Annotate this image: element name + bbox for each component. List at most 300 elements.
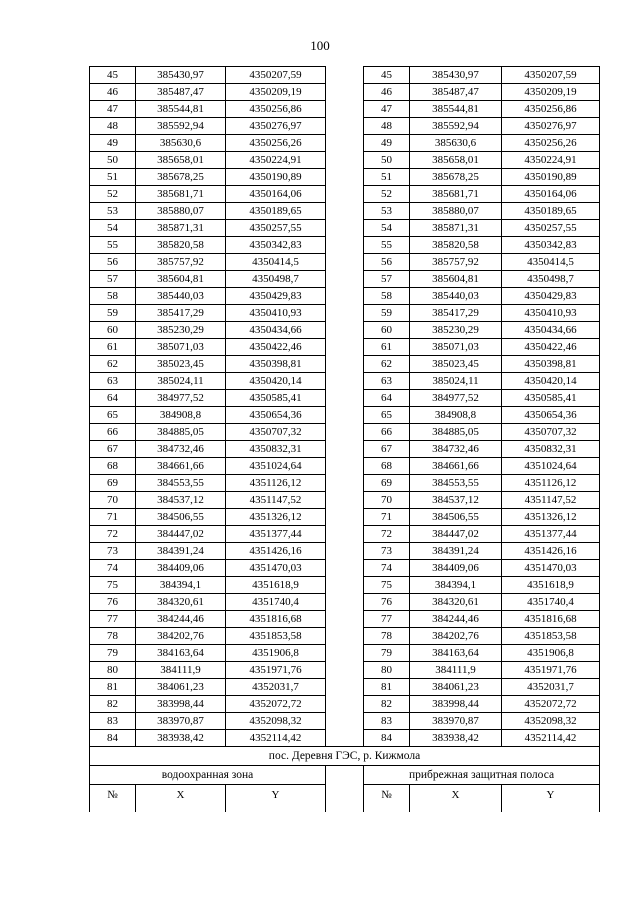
right-y-coordinate: 4350190,89 <box>502 169 600 186</box>
table-row <box>90 220 600 237</box>
right-point-number: 80 <box>364 662 410 679</box>
table-row <box>90 305 600 322</box>
right-x-coordinate: 385440,03 <box>410 288 502 305</box>
table-row <box>90 475 600 492</box>
column-header-row <box>90 785 600 813</box>
right-x-coordinate: 384244,46 <box>410 611 502 628</box>
left-x-coordinate: 384537,12 <box>136 492 226 509</box>
left-point-number: 70 <box>90 492 136 509</box>
table-row <box>90 186 600 203</box>
table-row <box>90 254 600 271</box>
left-point-number: 75 <box>90 577 136 594</box>
right-y-coordinate: 4351853,58 <box>502 628 600 645</box>
right-x-coordinate: 385880,07 <box>410 203 502 220</box>
zone-header-row <box>90 766 600 785</box>
left-point-number: 84 <box>90 730 136 747</box>
right-x-coordinate: 385071,03 <box>410 339 502 356</box>
left-point-number: 51 <box>90 169 136 186</box>
right-y-coordinate: 4351618,9 <box>502 577 600 594</box>
column-gap <box>326 543 364 560</box>
right-point-number: 49 <box>364 135 410 152</box>
right-y-coordinate: 4350207,59 <box>502 67 600 84</box>
left-y-coordinate: 4351326,12 <box>226 509 326 526</box>
left-y-coordinate: 4350654,36 <box>226 407 326 424</box>
right-point-number: 76 <box>364 594 410 611</box>
left-point-number: 74 <box>90 560 136 577</box>
left-y-coordinate: 4350434,66 <box>226 322 326 339</box>
left-x-coordinate: 385678,25 <box>136 169 226 186</box>
left-y-header: Y <box>226 785 326 813</box>
table-row <box>90 713 600 730</box>
right-y-coordinate: 4351426,16 <box>502 543 600 560</box>
table-row <box>90 356 600 373</box>
right-point-number: 56 <box>364 254 410 271</box>
right-point-number: 52 <box>364 186 410 203</box>
left-y-coordinate: 4350276,97 <box>226 118 326 135</box>
right-point-number: 67 <box>364 441 410 458</box>
right-y-coordinate: 4351971,76 <box>502 662 600 679</box>
column-gap <box>326 220 364 237</box>
left-y-coordinate: 4350429,83 <box>226 288 326 305</box>
table-row <box>90 67 600 84</box>
table-row <box>90 237 600 254</box>
table-row <box>90 271 600 288</box>
left-y-coordinate: 4351618,9 <box>226 577 326 594</box>
right-x-coordinate: 385487,47 <box>410 84 502 101</box>
right-y-coordinate: 4350398,81 <box>502 356 600 373</box>
column-gap <box>326 305 364 322</box>
right-y-coordinate: 4351024,64 <box>502 458 600 475</box>
column-gap <box>326 679 364 696</box>
right-x-coordinate: 384537,12 <box>410 492 502 509</box>
right-y-coordinate: 4350585,41 <box>502 390 600 407</box>
right-y-coordinate: 4350429,83 <box>502 288 600 305</box>
left-point-number: 78 <box>90 628 136 645</box>
left-point-number: 48 <box>90 118 136 135</box>
column-gap <box>326 356 364 373</box>
right-x-coordinate: 384553,55 <box>410 475 502 492</box>
left-x-coordinate: 384732,46 <box>136 441 226 458</box>
column-gap <box>326 526 364 543</box>
left-x-coordinate: 385023,45 <box>136 356 226 373</box>
table-row <box>90 135 600 152</box>
right-y-coordinate: 4350410,93 <box>502 305 600 322</box>
left-x-coordinate: 385820,58 <box>136 237 226 254</box>
column-gap <box>326 339 364 356</box>
right-point-number: 70 <box>364 492 410 509</box>
left-x-coordinate: 385487,47 <box>136 84 226 101</box>
left-y-coordinate: 4351740,4 <box>226 594 326 611</box>
left-x-coordinate: 385024,11 <box>136 373 226 390</box>
right-point-number: 59 <box>364 305 410 322</box>
right-x-coordinate: 384409,06 <box>410 560 502 577</box>
right-point-number: 46 <box>364 84 410 101</box>
right-x-coordinate: 384111,9 <box>410 662 502 679</box>
left-point-number: 71 <box>90 509 136 526</box>
right-y-coordinate: 4350707,32 <box>502 424 600 441</box>
right-x-coordinate: 383998,44 <box>410 696 502 713</box>
right-x-coordinate: 384061,23 <box>410 679 502 696</box>
table-row <box>90 662 600 679</box>
right-point-number: 75 <box>364 577 410 594</box>
column-gap <box>326 594 364 611</box>
right-point-number: 84 <box>364 730 410 747</box>
right-y-coordinate: 4352031,7 <box>502 679 600 696</box>
right-x-coordinate: 385023,45 <box>410 356 502 373</box>
right-x-coordinate: 384977,52 <box>410 390 502 407</box>
page-number: 100 <box>310 38 330 53</box>
right-x-coordinate: 385592,94 <box>410 118 502 135</box>
left-point-number: 59 <box>90 305 136 322</box>
right-y-coordinate: 4350209,19 <box>502 84 600 101</box>
table-row <box>90 509 600 526</box>
right-y-coordinate: 4350276,97 <box>502 118 600 135</box>
column-gap <box>326 509 364 526</box>
table-row <box>90 118 600 135</box>
coordinates-rows <box>90 67 600 747</box>
right-y-coordinate: 4350257,55 <box>502 220 600 237</box>
table-row <box>90 696 600 713</box>
water-protection-zone-label: водоохранная зона <box>90 766 326 785</box>
table-row <box>90 730 600 747</box>
left-x-coordinate: 383970,87 <box>136 713 226 730</box>
left-point-number: 55 <box>90 237 136 254</box>
column-gap <box>326 373 364 390</box>
left-y-coordinate: 4351126,12 <box>226 475 326 492</box>
right-y-coordinate: 4352114,42 <box>502 730 600 747</box>
right-y-coordinate: 4351906,8 <box>502 645 600 662</box>
left-y-coordinate: 4350585,41 <box>226 390 326 407</box>
left-y-coordinate: 4350410,93 <box>226 305 326 322</box>
column-gap <box>326 492 364 509</box>
section-caption-row <box>90 747 600 766</box>
left-y-coordinate: 4350209,19 <box>226 84 326 101</box>
left-x-coordinate: 383938,42 <box>136 730 226 747</box>
right-y-coordinate: 4351740,4 <box>502 594 600 611</box>
right-y-coordinate: 4350256,86 <box>502 101 600 118</box>
right-x-coordinate: 384661,66 <box>410 458 502 475</box>
left-y-coordinate: 4350498,7 <box>226 271 326 288</box>
coordinates-table <box>89 66 600 812</box>
table-row <box>90 424 600 441</box>
left-x-coordinate: 385658,01 <box>136 152 226 169</box>
table-row <box>90 645 600 662</box>
left-point-number: 56 <box>90 254 136 271</box>
right-num-header: № <box>364 785 410 813</box>
right-x-coordinate: 383970,87 <box>410 713 502 730</box>
right-point-number: 74 <box>364 560 410 577</box>
right-x-coordinate: 385630,6 <box>410 135 502 152</box>
column-gap <box>326 203 364 220</box>
left-x-coordinate: 384163,64 <box>136 645 226 662</box>
right-point-number: 58 <box>364 288 410 305</box>
table-row <box>90 322 600 339</box>
right-point-number: 47 <box>364 101 410 118</box>
column-gap <box>326 152 364 169</box>
right-point-number: 83 <box>364 713 410 730</box>
left-y-coordinate: 4351971,76 <box>226 662 326 679</box>
left-point-number: 81 <box>90 679 136 696</box>
left-y-coordinate: 4350256,26 <box>226 135 326 152</box>
right-y-coordinate: 4350164,06 <box>502 186 600 203</box>
right-x-coordinate: 385871,31 <box>410 220 502 237</box>
column-gap <box>326 169 364 186</box>
right-point-number: 45 <box>364 67 410 84</box>
left-y-coordinate: 4351853,58 <box>226 628 326 645</box>
table-row <box>90 458 600 475</box>
right-x-coordinate: 385230,29 <box>410 322 502 339</box>
column-gap <box>326 101 364 118</box>
left-x-coordinate: 385071,03 <box>136 339 226 356</box>
table-row <box>90 407 600 424</box>
left-x-coordinate: 384202,76 <box>136 628 226 645</box>
left-x-coordinate: 385417,29 <box>136 305 226 322</box>
right-point-number: 64 <box>364 390 410 407</box>
table-row <box>90 169 600 186</box>
right-y-coordinate: 4350654,36 <box>502 407 600 424</box>
left-point-number: 69 <box>90 475 136 492</box>
right-point-number: 82 <box>364 696 410 713</box>
table-row <box>90 577 600 594</box>
column-gap <box>326 611 364 628</box>
table-row <box>90 152 600 169</box>
right-point-number: 51 <box>364 169 410 186</box>
right-y-header: Y <box>502 785 600 813</box>
left-point-number: 77 <box>90 611 136 628</box>
right-x-coordinate: 384394,1 <box>410 577 502 594</box>
right-y-coordinate: 4350434,66 <box>502 322 600 339</box>
right-x-coordinate: 385678,25 <box>410 169 502 186</box>
section-title: пос. Деревня ГЭС, р. Кижмола <box>90 747 600 766</box>
left-point-number: 60 <box>90 322 136 339</box>
column-gap <box>326 560 364 577</box>
right-point-number: 66 <box>364 424 410 441</box>
left-x-coordinate: 383998,44 <box>136 696 226 713</box>
right-point-number: 68 <box>364 458 410 475</box>
right-x-coordinate: 384391,24 <box>410 543 502 560</box>
left-x-coordinate: 385592,94 <box>136 118 226 135</box>
right-point-number: 54 <box>364 220 410 237</box>
right-y-coordinate: 4350414,5 <box>502 254 600 271</box>
right-y-coordinate: 4351816,68 <box>502 611 600 628</box>
right-y-coordinate: 4351470,03 <box>502 560 600 577</box>
right-x-coordinate: 384908,8 <box>410 407 502 424</box>
left-x-coordinate: 384394,1 <box>136 577 226 594</box>
right-point-number: 53 <box>364 203 410 220</box>
table-row <box>90 679 600 696</box>
column-gap <box>326 237 364 254</box>
right-point-number: 71 <box>364 509 410 526</box>
right-y-coordinate: 4350422,46 <box>502 339 600 356</box>
left-y-coordinate: 4350256,86 <box>226 101 326 118</box>
left-point-number: 46 <box>90 84 136 101</box>
left-y-coordinate: 4351024,64 <box>226 458 326 475</box>
column-gap <box>326 577 364 594</box>
right-point-number: 60 <box>364 322 410 339</box>
right-y-coordinate: 4350224,91 <box>502 152 600 169</box>
table-row <box>90 611 600 628</box>
right-x-coordinate: 385417,29 <box>410 305 502 322</box>
table-row <box>90 373 600 390</box>
column-gap <box>326 662 364 679</box>
right-y-coordinate: 4350498,7 <box>502 271 600 288</box>
left-y-coordinate: 4350190,89 <box>226 169 326 186</box>
right-y-coordinate: 4351147,52 <box>502 492 600 509</box>
left-point-number: 63 <box>90 373 136 390</box>
left-point-number: 45 <box>90 67 136 84</box>
right-point-number: 69 <box>364 475 410 492</box>
left-point-number: 47 <box>90 101 136 118</box>
table-row <box>90 339 600 356</box>
left-x-coordinate: 384506,55 <box>136 509 226 526</box>
right-y-coordinate: 4350189,65 <box>502 203 600 220</box>
right-point-number: 79 <box>364 645 410 662</box>
left-x-coordinate: 384111,9 <box>136 662 226 679</box>
right-point-number: 65 <box>364 407 410 424</box>
left-y-coordinate: 4352072,72 <box>226 696 326 713</box>
left-x-coordinate: 384409,06 <box>136 560 226 577</box>
column-gap <box>326 628 364 645</box>
table-row <box>90 101 600 118</box>
left-point-number: 76 <box>90 594 136 611</box>
right-point-number: 77 <box>364 611 410 628</box>
left-x-coordinate: 384391,24 <box>136 543 226 560</box>
right-y-coordinate: 4350256,26 <box>502 135 600 152</box>
table-row <box>90 390 600 407</box>
column-gap <box>326 186 364 203</box>
left-point-number: 49 <box>90 135 136 152</box>
left-y-coordinate: 4350414,5 <box>226 254 326 271</box>
right-x-coordinate: 384506,55 <box>410 509 502 526</box>
right-point-number: 73 <box>364 543 410 560</box>
column-gap <box>326 390 364 407</box>
right-point-number: 78 <box>364 628 410 645</box>
left-x-coordinate: 385681,71 <box>136 186 226 203</box>
left-x-coordinate: 385630,6 <box>136 135 226 152</box>
column-gap <box>326 135 364 152</box>
left-point-number: 53 <box>90 203 136 220</box>
right-x-coordinate: 385430,97 <box>410 67 502 84</box>
right-x-coordinate: 384447,02 <box>410 526 502 543</box>
left-y-coordinate: 4350398,81 <box>226 356 326 373</box>
left-point-number: 67 <box>90 441 136 458</box>
right-x-coordinate: 385544,81 <box>410 101 502 118</box>
left-y-coordinate: 4350422,46 <box>226 339 326 356</box>
left-point-number: 72 <box>90 526 136 543</box>
left-y-coordinate: 4350224,91 <box>226 152 326 169</box>
left-point-number: 57 <box>90 271 136 288</box>
left-y-coordinate: 4350342,83 <box>226 237 326 254</box>
column-gap <box>326 713 364 730</box>
right-x-coordinate: 385024,11 <box>410 373 502 390</box>
column-gap <box>326 785 364 813</box>
right-x-coordinate: 384320,61 <box>410 594 502 611</box>
left-y-coordinate: 4350832,31 <box>226 441 326 458</box>
column-gap <box>326 407 364 424</box>
left-y-coordinate: 4350189,65 <box>226 203 326 220</box>
left-x-coordinate: 385871,31 <box>136 220 226 237</box>
column-gap <box>326 766 364 785</box>
left-y-coordinate: 4352031,7 <box>226 679 326 696</box>
table-row <box>90 441 600 458</box>
left-x-coordinate: 385757,92 <box>136 254 226 271</box>
left-x-coordinate: 384447,02 <box>136 526 226 543</box>
table-row <box>90 628 600 645</box>
left-point-number: 82 <box>90 696 136 713</box>
left-y-coordinate: 4351906,8 <box>226 645 326 662</box>
table-row <box>90 560 600 577</box>
right-y-coordinate: 4350342,83 <box>502 237 600 254</box>
left-x-coordinate: 385230,29 <box>136 322 226 339</box>
left-y-coordinate: 4350707,32 <box>226 424 326 441</box>
left-y-coordinate: 4350257,55 <box>226 220 326 237</box>
right-point-number: 63 <box>364 373 410 390</box>
right-x-coordinate: 385757,92 <box>410 254 502 271</box>
column-gap <box>326 458 364 475</box>
column-gap <box>326 118 364 135</box>
left-x-coordinate: 385440,03 <box>136 288 226 305</box>
right-y-coordinate: 4352098,32 <box>502 713 600 730</box>
left-point-number: 80 <box>90 662 136 679</box>
left-x-coordinate: 384908,8 <box>136 407 226 424</box>
left-point-number: 54 <box>90 220 136 237</box>
left-point-number: 65 <box>90 407 136 424</box>
table-row <box>90 84 600 101</box>
right-y-coordinate: 4350832,31 <box>502 441 600 458</box>
table-row <box>90 543 600 560</box>
left-x-coordinate: 385880,07 <box>136 203 226 220</box>
column-gap <box>326 441 364 458</box>
column-gap <box>326 84 364 101</box>
right-x-coordinate: 385681,71 <box>410 186 502 203</box>
left-x-coordinate: 384061,23 <box>136 679 226 696</box>
right-x-coordinate: 385820,58 <box>410 237 502 254</box>
left-x-coordinate: 385430,97 <box>136 67 226 84</box>
left-point-number: 66 <box>90 424 136 441</box>
left-x-coordinate: 384885,05 <box>136 424 226 441</box>
right-point-number: 57 <box>364 271 410 288</box>
column-gap <box>326 696 364 713</box>
left-x-coordinate: 384661,66 <box>136 458 226 475</box>
left-point-number: 61 <box>90 339 136 356</box>
right-point-number: 62 <box>364 356 410 373</box>
column-gap <box>326 730 364 747</box>
left-point-number: 83 <box>90 713 136 730</box>
left-point-number: 73 <box>90 543 136 560</box>
right-point-number: 55 <box>364 237 410 254</box>
left-point-number: 58 <box>90 288 136 305</box>
left-x-coordinate: 384553,55 <box>136 475 226 492</box>
left-y-coordinate: 4352098,32 <box>226 713 326 730</box>
left-point-number: 79 <box>90 645 136 662</box>
column-gap <box>326 254 364 271</box>
right-y-coordinate: 4352072,72 <box>502 696 600 713</box>
right-point-number: 61 <box>364 339 410 356</box>
right-y-coordinate: 4351126,12 <box>502 475 600 492</box>
left-point-number: 62 <box>90 356 136 373</box>
left-y-coordinate: 4352114,42 <box>226 730 326 747</box>
right-y-coordinate: 4351326,12 <box>502 509 600 526</box>
column-gap <box>326 424 364 441</box>
column-gap <box>326 288 364 305</box>
right-point-number: 50 <box>364 152 410 169</box>
left-point-number: 68 <box>90 458 136 475</box>
left-y-coordinate: 4350207,59 <box>226 67 326 84</box>
right-x-coordinate: 383938,42 <box>410 730 502 747</box>
left-y-coordinate: 4351377,44 <box>226 526 326 543</box>
left-point-number: 50 <box>90 152 136 169</box>
table-row <box>90 203 600 220</box>
